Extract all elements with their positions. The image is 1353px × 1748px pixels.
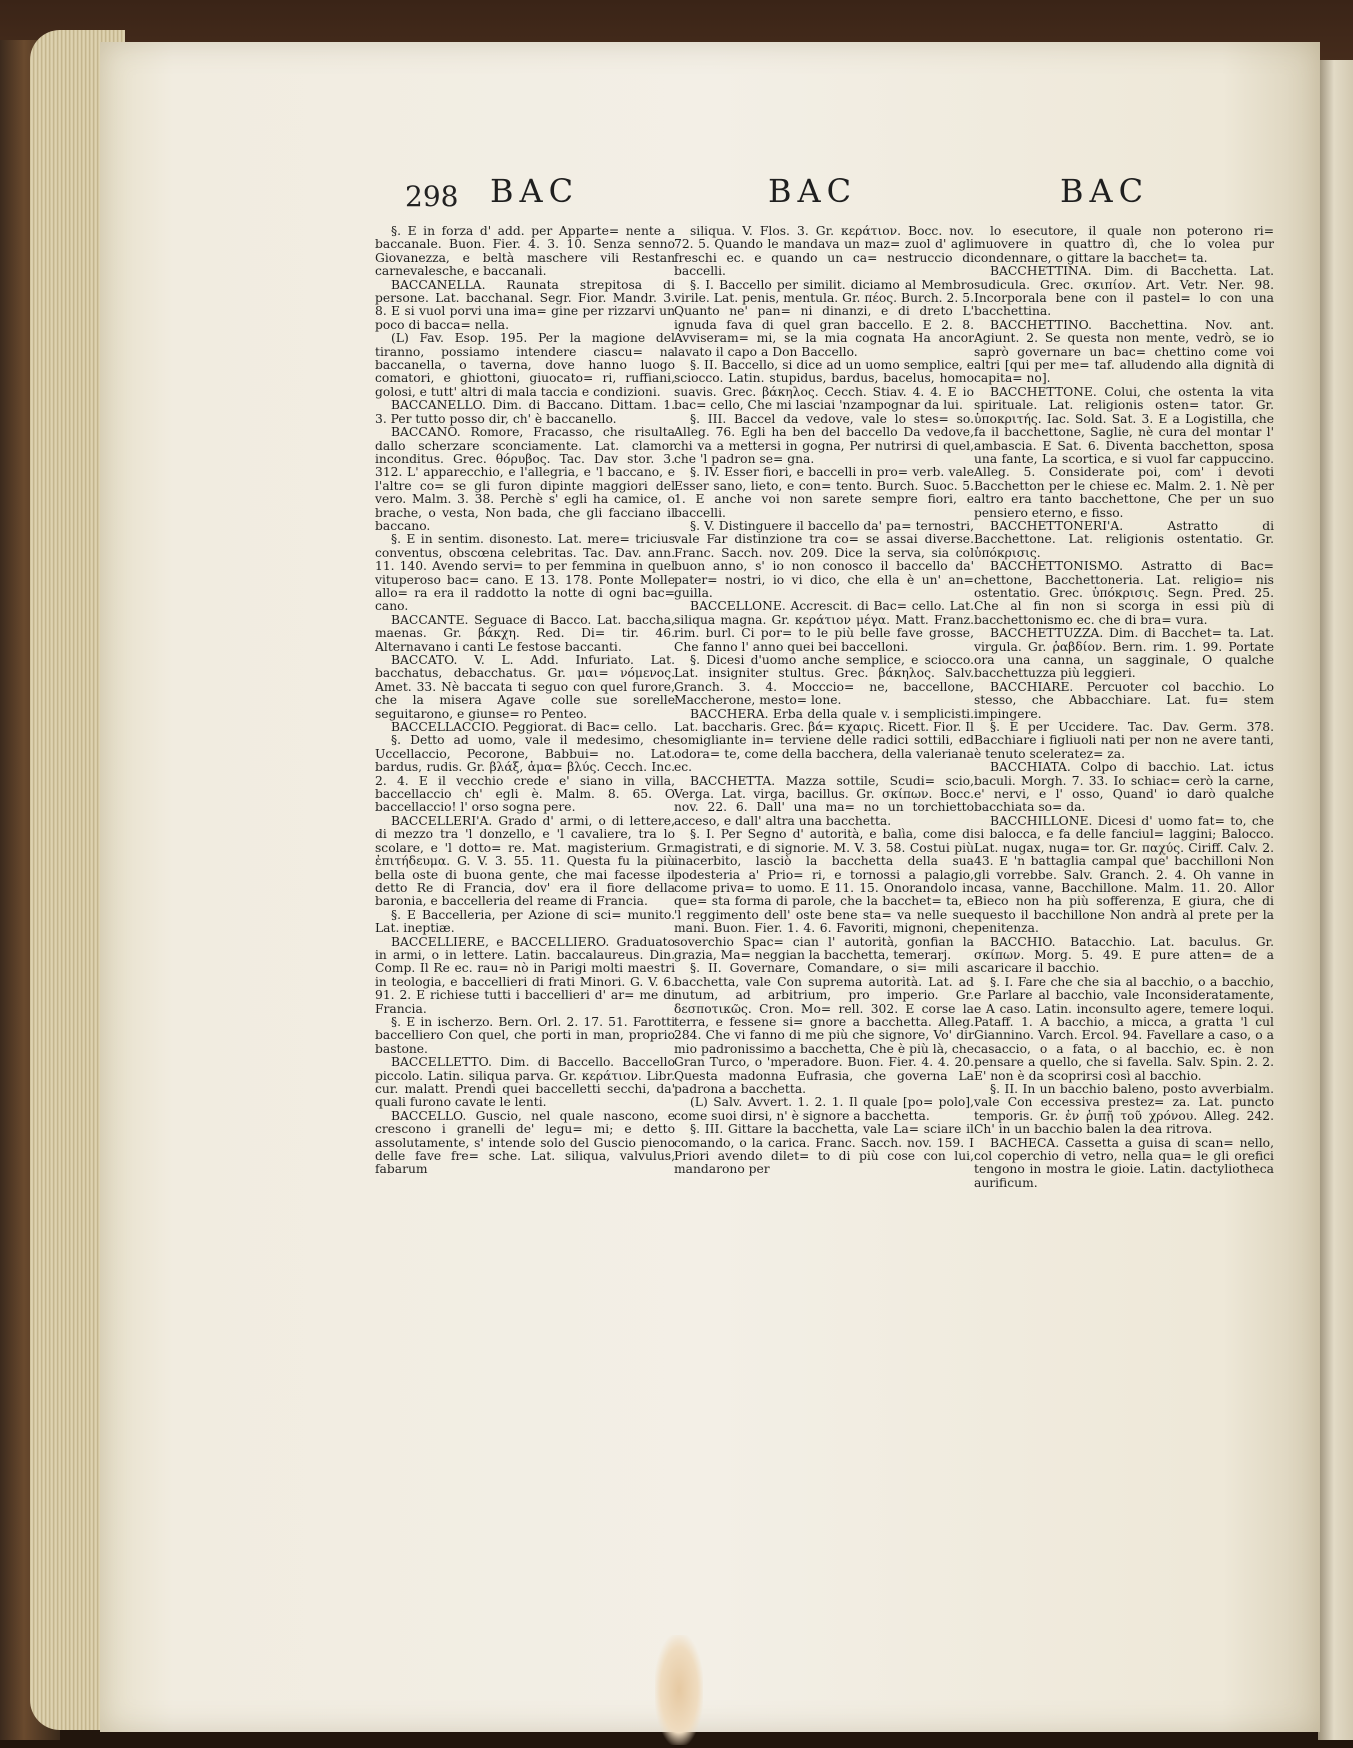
text-column-right	[974, 225, 1274, 1190]
entry-paragraph: BACCELLETTO. Dim. di Baccello. Baccello piccolo. Latin. siliqua parva. Gr. κεράτιον. Libr. cur. malatt. Prendi quei baccelletti secchi, da' quali furono cavate le lenti.	[375, 1055, 675, 1110]
entry-paragraph: BACCANO. Romore, Fracasso, che risulta dallo scherzare sconciamente. Lat. clamor inconditus. Grec. θόρυβος. Tac. Dav stor. 3. 312. L' apparecchio, e l'allegria, e 'l baccano, e l'altre co= se gli furon dipinte maggiori del vero. Malm. 3. 38. Perchè s' egli ha camice, o brache, o vesta, Non bada, che gli facciano il baccano.	[375, 425, 675, 533]
entry-paragraph: lo esecutore, il quale non poterono ri= muovere in quattro dì, che lo volea pur condennare, o gittare la bacchet= ta.	[974, 224, 1274, 265]
entry-paragraph: BACCHETTINA. Dim. di Bacchetta. Lat. sudicula. Grec. σκιπίον. Art. Vetr. Ner. 98. Incorporala bene con il pastel= lo con una bacchettina.	[974, 264, 1274, 319]
entry-paragraph: §. II. In un bacchio baleno, posto avverbialm. vale Con eccessiva prestez= za. Lat. puncto temporis. Gr. ἐν ῥιπῇ τοῦ χρόνου. Alleg. 242. Ch' in un bacchio balen la dea ritrova.	[974, 1082, 1274, 1137]
entry-paragraph: BACCATO. V. L. Add. Infuriato. Lat. bacchatus, debacchatus. Gr. μαι= νόμενος. Amet. 33. Nè baccata ti seguo con quel furore, che la misera Agave colle sue sorelle seguitarono, e giunse= ro Penteo.	[375, 653, 675, 721]
entry-paragraph: §. III. Gittare la bacchetta, vale La= sciare il comando, o la carica. Franc. Sacch. nov. 159. I Priori avendo dilet= to di più cose con lui, mandarono per	[674, 1122, 974, 1177]
entry-paragraph: §. I. Per Segno d' autorità, e balìa, come di magistrati, e di signorie. M. V. 3. 58. Costui più inacerbito, lasciò la bacchetta della sua podesteria a' Prio= ri, e tornossi a palagio, come priva= to uomo. E 11. 15. Onorandolo in que= sta forma di parole, che la bacchet= ta, e 'l reggimento dell' oste bene sta= va nelle sue mani. Buon. Fier. 1. 4. 6. Favoriti, mignoni, che soverchio Spac= cian l' autorità, gonfian la grazia, Ma= neggian la bacchetta, temerarj.	[674, 827, 974, 962]
entry-paragraph: BACCHETTONE. Colui, che ostenta la vita spirituale. Lat. religionis osten= tator. Gr. ὑποκριτής. Iac. Sold. Sat. 3. E a Logistilla, che fa il bacchettone, Saglie, nè cura del montar l' ambascia. E Sat. 6. Diventa bacchetton, sposa una fante, La scortica, e si vuol far cappuccino. Alleg. 5. Considerate poi, com' i devoti Bacchetton per le chiese ec. Malm. 2. 1. Nè per altro era tanto bacchettone, Che per un suo pensiero eterno, e fisso.	[974, 384, 1274, 520]
text-column-left	[375, 225, 675, 1177]
entry-paragraph: BACCANTE. Seguace di Bacco. Lat. baccha, maenas. Gr. βάκχη. Red. Di= tir. 46. Alternavano i canti Le festose baccanti.	[375, 612, 675, 654]
entry-paragraph: BACCHETTA. Mazza sottile, Scudi= scio, Verga. Lat. virga, bacillus. Gr. σκίπων. Bocc. nov. 22. 6. Dall' una ma= no un torchietto acceso, e dall' altra una bacchetta.	[674, 773, 974, 828]
entry-paragraph: BACCHETTINO. Bacchettina. Nov. ant. Agiunt. 2. Se questa non mente, vedrò, se io saprò governare un bac= chettino come voi altri [qui per me= taf. alludendo alla dignità di capita= no].	[974, 317, 1274, 386]
entry-paragraph: BACCANELLA. Raunata strepitosa di persone. Lat. bacchanal. Segr. Fior. Mandr. 3. 8. E si vuol porvi una ima= gine per rizzarvi un poco di bacca= nella.	[375, 277, 675, 332]
entry-paragraph: BACCELLIERE, e BACCELLIERO. Graduato in armi, o in lettere. Latin. baccalaureus. Din. Comp. Il Re ec. rau= nò in Parigi molti maestri in teologia, e baccellieri di frati Minori. G. V. 6. 91. 2. E richiese tutti i baccellieri d' ar= me di Francia.	[375, 934, 675, 1016]
entry-paragraph: §. E in ischerzo. Bern. Orl. 2. 17. 51. Farotti baccelliero Con quel, che porti in man, proprio bastone.	[375, 1014, 675, 1056]
entry-paragraph: §. E in sentim. disonesto. Lat. mere= tricius conventus, obscœna celebritas. Tac. Dav. ann. 11. 140. Avendo servi= to per femmina in quel vituperoso bac= cano. E 13. 178. Ponte Molle allo= ra era il raddotto la notte di ogni bac= cano.	[375, 532, 675, 614]
entry-paragraph: BACCHILLONE. Dicesi d' uomo fat= to, che si balocca, e fa delle fanciul= laggini; Balocco. Lat. nugax, nuga= tor. Gr. παχύς. Ciriff. Calv. 2. 43. E 'n battaglia campal que' bacchilloni Non gli vorrebbe. Salv. Granch. 2. 4. Oh vanne in casa, vanne, Bacchillone. Malm. 11. 20. Allor Bieco non ha più sofferenza, E giura, che di questo il bacchillone Non andrà al prete per la penitenza.	[974, 813, 1274, 936]
running-head-right: BAC	[1060, 172, 1150, 210]
entry-paragraph: §. Dicesi d'uomo anche semplice, e sciocco. Lat. insigniter stultus. Grec. βάκηλος. Salv. Granch. 3. 4. Mocccio= ne, baccellone, Maccherone, mesto= lone.	[674, 653, 974, 708]
entry-paragraph: BACCHETTUZZA. Dim. di Bacchet= ta. Lat. virgula. Gr. ῥαβδίον. Bern. rim. 1. 99. Portate ora una canna, un sagginale, O qualche bacchettuzza più leggieri.	[974, 626, 1274, 681]
entry-paragraph: BACCELLERI'A. Grado d' armi, o di lettere, di mezzo tra 'l donzello, e 'l cavaliere, tra lo scolare, e 'l dotto= re. Mat. magisterium. Gr. ἐπιτήδευμα. G. V. 3. 55. 11. Questa fu la più bella oste di buona gente, che mai facesse il detto Re di Francia, dov' era il fiore della baronia, e baccelleria del reame di Francia.	[375, 813, 675, 909]
entry-paragraph: BACCANELLO. Dim. di Baccano. Dittam. 1. 3. Per tutto posso dir, ch' è baccanello.	[375, 398, 675, 426]
entry-paragraph: §. E Baccelleria, per Azione di sci= munito. Lat. ineptiæ.	[375, 907, 675, 936]
entry-paragraph: (L) Salv. Avvert. 1. 2. 1. Il quale [po= polo], come suoi dirsi, n' è signore a bacchetta.	[674, 1095, 974, 1123]
entry-paragraph: §. II. Baccello, si dice ad un uomo semplice, e sciocco. Latin. stupidus, bardus, bacelus, homo suavis. Grec. βάκηλος. Cecch. Stiav. 4. 4. E io bac= cello, Che mi lasciai 'nzampognar da lui.	[674, 358, 974, 413]
entry-paragraph: §. Detto ad uomo, vale il medesimo, che Uccellaccio, Pecorone, Babbui= no. Lat. bardus, rudis. Gr. βλάξ, ἀμα= βλύς. Cecch. Inc. 2. 4. E il vecchio crede e' siano in villa, baccellaccio ch' egli è. Malm. 8. 65. O baccellaccio! l' orso sogna pere.	[375, 733, 675, 815]
paper-stain	[655, 1635, 703, 1745]
entry-paragraph: §. V. Distinguere il baccello da' pa= ternostri, vale Far distinzione tra co= se assai diverse. Franc. Sacch. nov. 209. Dice la serva, sia col buon anno, s' io non conosco il baccello da' pater= nostri, io vi dico, che ella è un' an= guilla.	[674, 518, 974, 600]
entry-paragraph: §. I. Baccello per similit. diciamo al Membro virile. Lat. penis, mentula. Gr. πέος. Burch. 2. 5. Quanto ne' pan= ni dinanzi, e di dreto L' ignuda fava di quel gran baccello. E 2. 8. Avviseram= mi, se la mia cognata Ha ancor lavato il capo a Don Baccello.	[674, 277, 974, 359]
entry-paragraph: BACCHETTONERI'A. Astratto di Bacchettone. Lat. religionis ostentatio. Gr. ὑπόκρισις.	[974, 518, 1274, 560]
running-head-left: BAC	[490, 172, 580, 210]
entry-paragraph: §. E in forza d' add. per Apparte= nente a baccanale. Buon. Fier. 4. 3. 10. Senza senno Giovanezza, e beltà maschere vili Restan carnevalesche, e baccanali.	[375, 224, 675, 279]
entry-paragraph: BACCHIO. Batacchio. Lat. baculus. Gr. σκίπων. Morg. 5. 49. E pure atten= de a scaricare il bacchio.	[974, 934, 1274, 976]
entry-paragraph: BACCHIATA. Colpo di bacchio. Lat. ictus baculi. Morgh. 7. 33. Io schiac= cerò la carne, e' nervi, e l' osso, Quand' io darò qualche bacchiata so= da.	[974, 760, 1274, 815]
entry-paragraph: (L) Fav. Esop. 195. Per la magione del tiranno, possiamo intendere ciascu= na baccanella, o taverna, dove hanno luogo comatori, e ghiottoni, giuocato= ri, ruffiani, golosi, e tutt' altri di mala taccia e condizioni.	[375, 331, 675, 399]
entry-paragraph: §. I. Fare che che sia al bacchio, o a bacchio, e Parlare al bacchio, vale Inconsideratamente, e A caso. Latin. inconsulto agere, temere loqui. Pataff. 1. A bacchio, a micca, a gratta 'l cul Giannino. Varch. Ercol. 94. Favellare a caso, o a casaccio, o a fata, o al bacchio, ec. è non pensare a quello, che si favella. Salv. Spin. 2. 2. E' non è da scoprirsi così al bacchio.	[974, 974, 1274, 1083]
entry-paragraph: BACCHERA. Erba della quale v. i semplicisti. Lat. baccharis. Grec. βά= κχαρις. Ricett. Fior. Il somigliante in= terviene delle radici sottili, ed odora= te, come della bacchera, della valeriana ec.	[674, 706, 974, 775]
page-number: 298	[405, 180, 459, 213]
entry-paragraph: BACCHIARE. Percuoter col bacchio. Lo stesso, che Abbacchiare. Lat. fu= stem impingere.	[974, 679, 1274, 721]
entry-paragraph: BACCELLONE. Accrescit. di Bac= cello. Lat. siliqua magna. Gr. κεράτιον μέγα. Matt. Franz. rim. burl. Ci por= to le più belle fave grosse, Che fanno l' anno quei bei baccelloni.	[674, 599, 974, 654]
entry-paragraph: BACCELLACCIO. Peggiorat. di Bac= cello.	[391, 720, 658, 735]
entry-paragraph: §. IV. Esser fiori, e baccelli in pro= verb. vale Esser sano, lieto, e con= tento. Burch. Suoc. 5. 1. E anche voi non sarete sempre fiori, e baccelli.	[674, 465, 974, 520]
entry-paragraph: §. E per Uccidere. Tac. Dav. Germ. 378. Bacchiare i figliuoli nati per non ne avere tanti, è tenuto sceleratez= za.	[974, 720, 1274, 761]
entry-paragraph: BACHECA. Cassetta a guisa di scan= nello, col coperchio di vetro, nella qua= le gli orefici tengono in mostra le gioie. Latin. dactyliotheca aurificum.	[974, 1135, 1274, 1190]
entry-paragraph: siliqua. V. Flos. 3. Gr. κεράτιον. Bocc. nov. 72. 5. Quando le mandava un maz= zuol d' agli freschi ec. e quando un ca= nestruccio di baccelli.	[674, 224, 974, 279]
running-head-center: BAC	[768, 172, 858, 210]
entry-paragraph: §. II. Governare, Comandare, o si= mili a bacchetta, vale Con suprema autorità. Lat. ad nutum, ad arbitrium, pro imperio. Gr. δεσποτικῶς. Cron. Mo= rell. 302. E corse la terra, e fessene si= gnore a bacchetta. Alleg. 284. Che vi fanno di me più che signore, Vo' dir mio padronissimo a bacchetta, Che è più là, che Gran Turco, o 'mperadore. Buon. Fier. 4. 4. 20. Questa madonna Eufrasia, che governa La padrona a bacchetta.	[674, 961, 974, 1096]
entry-paragraph: BACCHETTONISMO. Astratto di Bac= chettone, Bacchettoneria. Lat. religio= nis ostentatio. Grec. ὑπόκρισις. Segn. Pred. 25. Che al fin non si scorga in essi più di bacchettonismo ec. che di bra= vura.	[974, 559, 1274, 627]
entry-paragraph: §. III. Baccel da vedove, vale lo stes= so. Alleg. 76. Egli ha ben del baccello Da vedove, chi va a mettersi in gogna, Per nutrirsi di quel, che 'l padron se= gna.	[674, 411, 974, 466]
facing-page-edge	[1318, 60, 1353, 1740]
text-column-center	[674, 225, 974, 1177]
entry-paragraph: BACCELLO. Guscio, nel quale nascono, e crescono i granelli de' legu= mi; e detto assolutamente, s' intende solo del Guscio pieno delle fave fre= sche. Lat. siliqua, valvulus, fabarum	[375, 1108, 675, 1177]
